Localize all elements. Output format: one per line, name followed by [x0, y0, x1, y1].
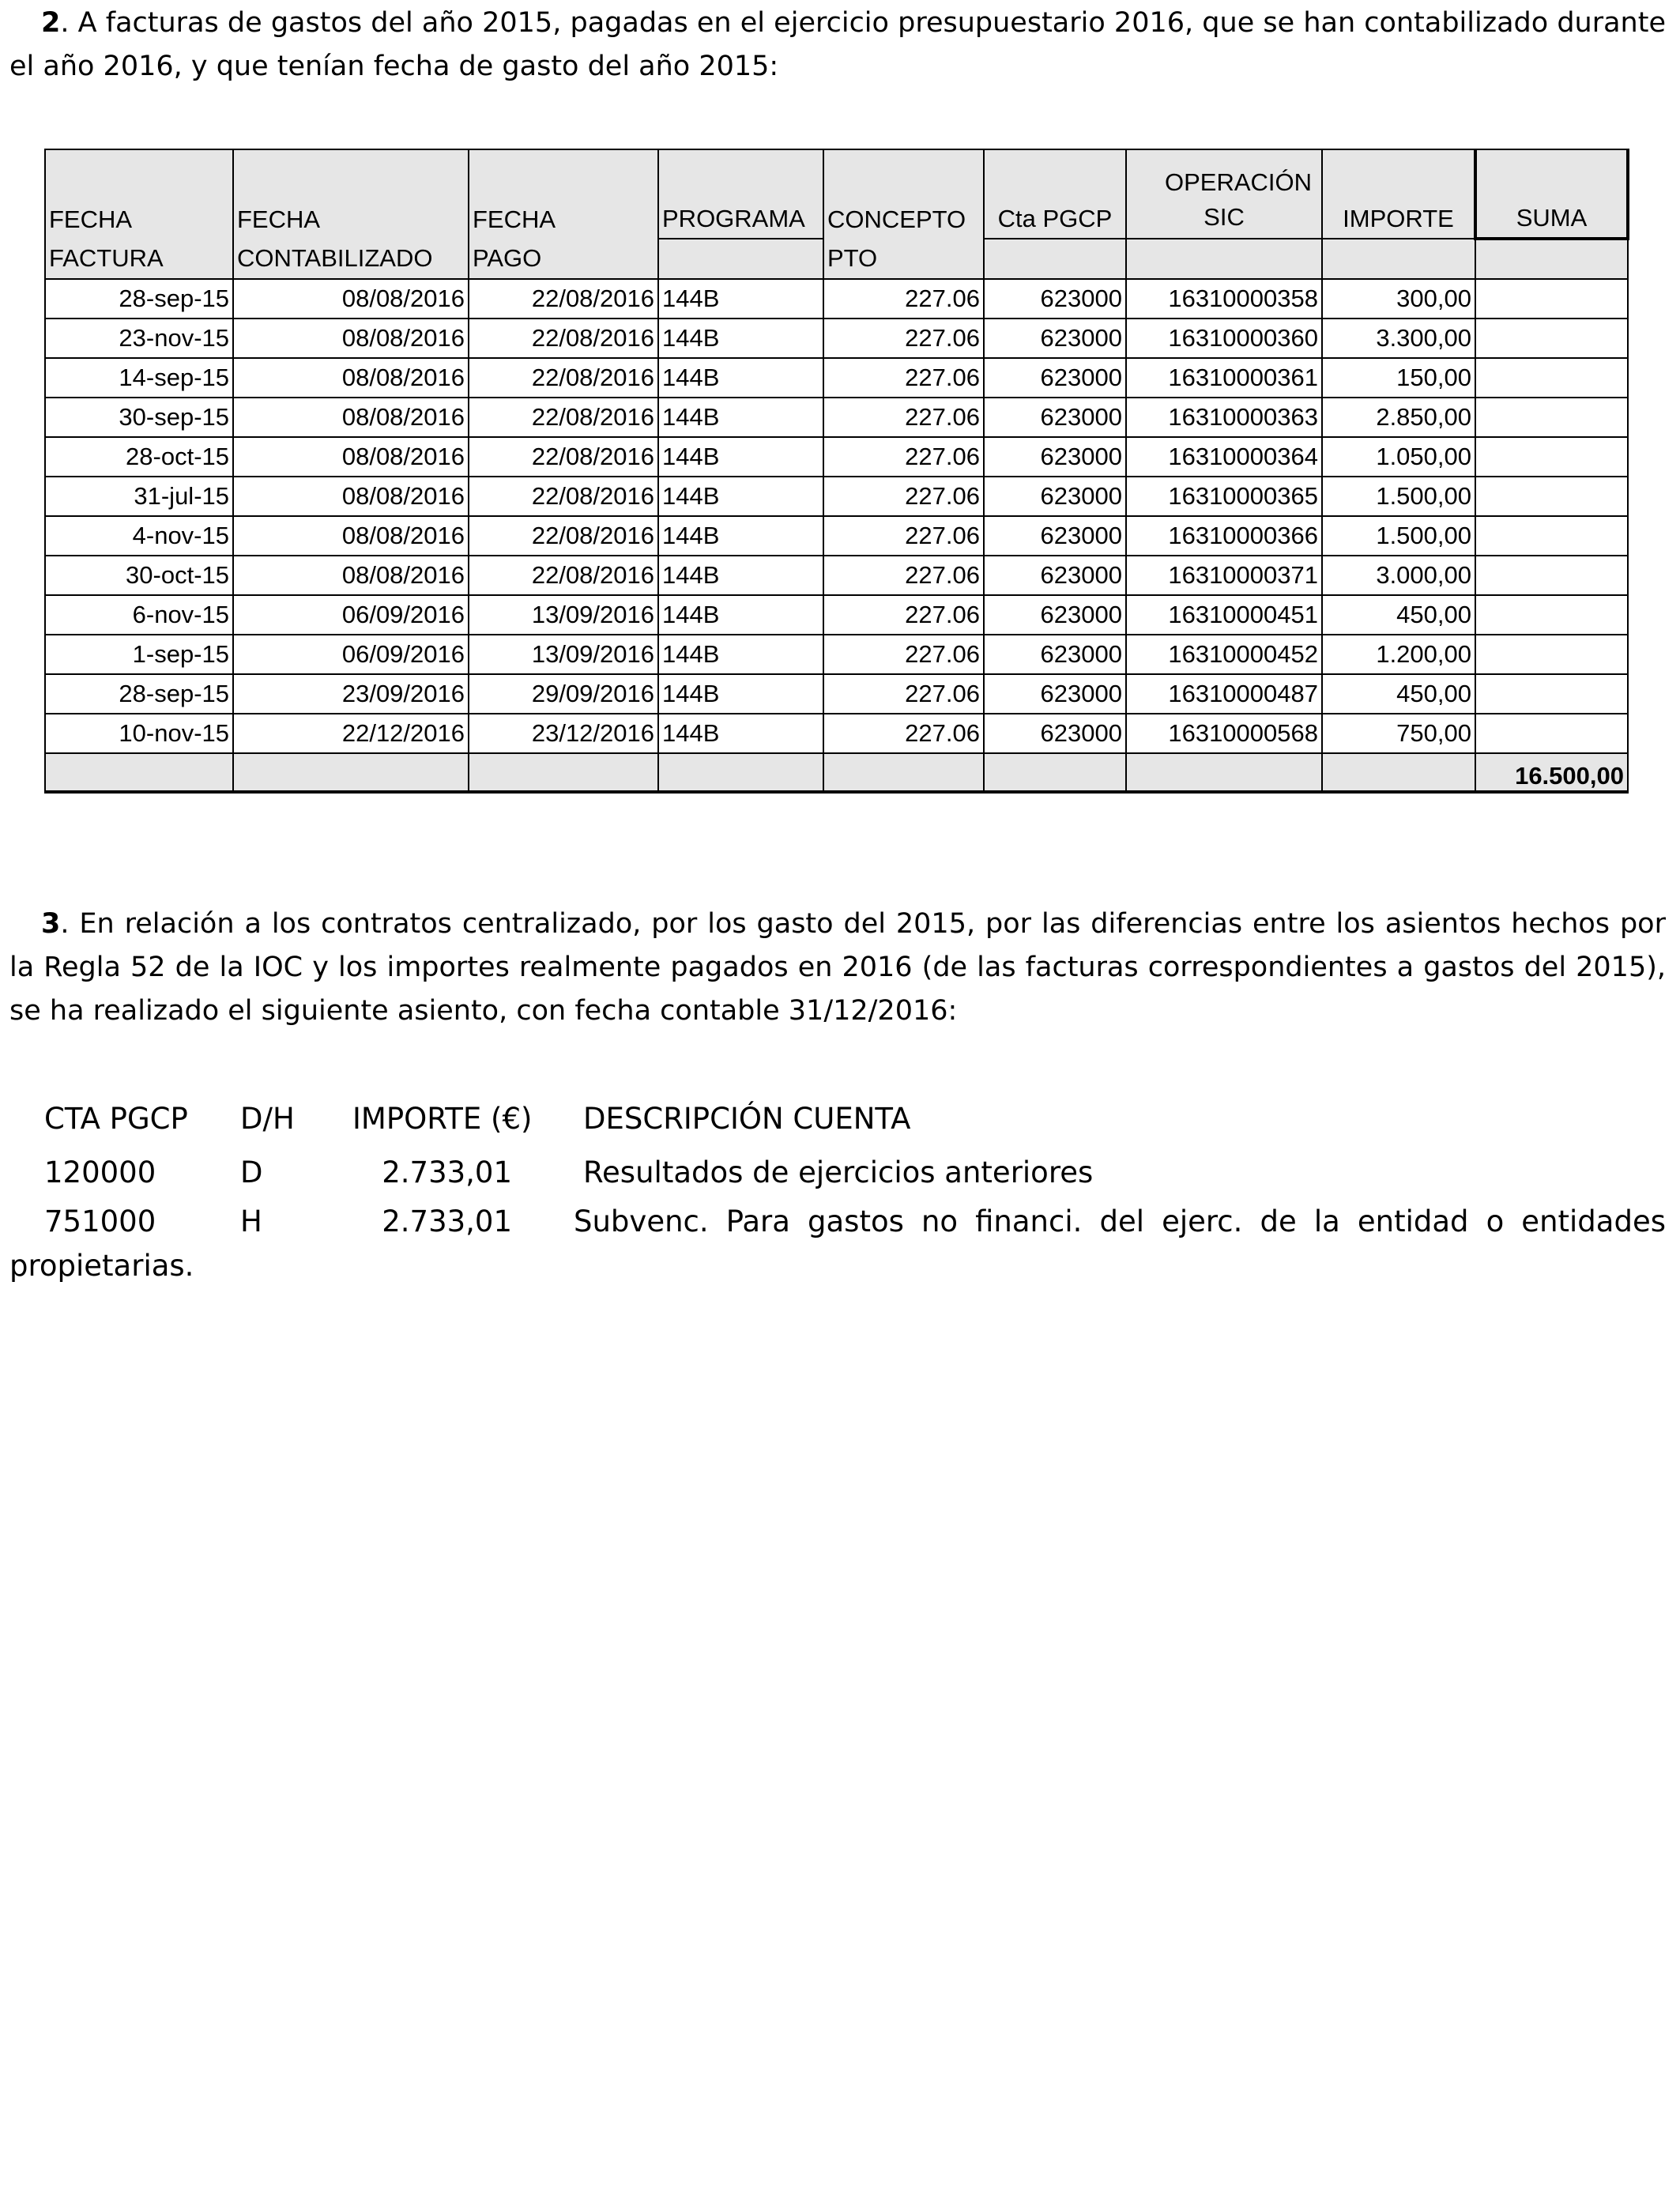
table-row: [45, 437, 1628, 477]
cell-fecha-pago: 22/08/2016: [469, 398, 658, 437]
cell-concepto: 227.06: [823, 398, 984, 437]
cell-operacion-sic: 16310000363: [1126, 398, 1322, 437]
entry-desc-wrapped: [9, 1200, 1666, 1288]
section-2-number: 2: [41, 7, 61, 39]
cell-concepto: 227.06: [823, 556, 984, 595]
header-programa: PROGRAMA: [658, 149, 823, 239]
table-header-row-top: [45, 149, 1628, 239]
table-row: [45, 516, 1628, 556]
cell-fecha-factura: 28-sep-15: [45, 674, 233, 714]
header-contabilizado: CONTABILIZADO: [233, 239, 469, 279]
cell-importe: 750,00: [1322, 714, 1475, 753]
cell-concepto: 227.06: [823, 714, 984, 753]
journal-entry-header: [9, 1092, 1666, 1146]
cell-cta-pgcp: 623000: [984, 595, 1126, 635]
cell-operacion-sic: 16310000371: [1126, 556, 1322, 595]
entry-dh: D: [240, 1155, 263, 1189]
table-total-blank: [823, 753, 984, 792]
cell-fecha-contabilizado: 08/08/2016: [233, 358, 469, 398]
cell-fecha-factura: 30-oct-15: [45, 556, 233, 595]
cell-fecha-contabilizado: 06/09/2016: [233, 635, 469, 674]
cell-programa: 144B: [658, 279, 823, 319]
cell-cta-pgcp: 623000: [984, 516, 1126, 556]
cell-fecha-contabilizado: 08/08/2016: [233, 556, 469, 595]
cell-fecha-pago: 23/12/2016: [469, 714, 658, 753]
header-factura: FACTURA: [45, 239, 233, 279]
table-row: [45, 595, 1628, 635]
table-row: [45, 477, 1628, 516]
table-row: [45, 674, 1628, 714]
cell-fecha-factura: 14-sep-15: [45, 358, 233, 398]
header-fecha-contabilizado: FECHA: [233, 149, 469, 239]
cell-cta-pgcp: 623000: [984, 358, 1126, 398]
cell-cta-pgcp: 623000: [984, 279, 1126, 319]
cell-fecha-contabilizado: 08/08/2016: [233, 398, 469, 437]
table-row: [45, 556, 1628, 595]
cell-fecha-factura: 28-oct-15: [45, 437, 233, 477]
cell-suma: [1475, 358, 1628, 398]
table-total-blank: [469, 753, 658, 792]
cell-fecha-factura: 30-sep-15: [45, 398, 233, 437]
cell-operacion-sic: 16310000568: [1126, 714, 1322, 753]
cell-fecha-pago: 22/08/2016: [469, 279, 658, 319]
cell-operacion-sic: 16310000360: [1126, 319, 1322, 358]
header-importe: IMPORTE: [1322, 149, 1475, 239]
journal-entry-row: [9, 1146, 1666, 1200]
table-total-blank: [1322, 753, 1475, 792]
cell-cta-pgcp: 623000: [984, 398, 1126, 437]
cell-fecha-contabilizado: 08/08/2016: [233, 477, 469, 516]
cell-programa: 144B: [658, 358, 823, 398]
cell-importe: 3.300,00: [1322, 319, 1475, 358]
header-blank: [1322, 239, 1475, 279]
header-operacion-sic: [1126, 149, 1322, 239]
cell-importe: 2.850,00: [1322, 398, 1475, 437]
cell-programa: 144B: [658, 516, 823, 556]
table-total-blank: [45, 753, 233, 792]
cell-cta-pgcp: 623000: [984, 635, 1126, 674]
invoices-table: [44, 149, 1629, 794]
table-total-blank: [233, 753, 469, 792]
entry-header-descripcion: DESCRIPCIÓN CUENTA: [583, 1102, 911, 1136]
table-total: 16.500,00: [1475, 753, 1628, 792]
header-suma: SUMA: [1475, 149, 1628, 239]
cell-programa: 144B: [658, 714, 823, 753]
entry-header-cta: CTA PGCP: [44, 1102, 188, 1136]
cell-suma: [1475, 516, 1628, 556]
cell-fecha-factura: 6-nov-15: [45, 595, 233, 635]
cell-concepto: 227.06: [823, 279, 984, 319]
cell-cta-pgcp: 623000: [984, 437, 1126, 477]
cell-importe: 450,00: [1322, 674, 1475, 714]
section-3-paragraph: [9, 903, 1666, 1033]
cell-fecha-factura: 4-nov-15: [45, 516, 233, 556]
table-row: [45, 398, 1628, 437]
cell-concepto: 227.06: [823, 358, 984, 398]
cell-importe: 1.500,00: [1322, 477, 1475, 516]
table-row: [45, 358, 1628, 398]
entry-dh: H: [240, 1204, 262, 1238]
cell-cta-pgcp: 623000: [984, 714, 1126, 753]
cell-programa: 144B: [658, 398, 823, 437]
cell-fecha-pago: 13/09/2016: [469, 595, 658, 635]
header-fecha-factura: FECHA: [45, 149, 233, 239]
header-blank: [984, 239, 1126, 279]
header-operacion-sic-text: OPERACIÓN SIC: [1165, 168, 1313, 231]
entry-importe: 2.733,01: [382, 1204, 512, 1238]
cell-operacion-sic: 16310000451: [1126, 595, 1322, 635]
journal-entry: [9, 1092, 1666, 1283]
cell-operacion-sic: 16310000487: [1126, 674, 1322, 714]
header-blank: [1475, 239, 1628, 279]
section-3-text: . En relación a los contratos centralizado, por los gasto del 2015, por las diferencias entre los asientos hechos por la Regla 52 de la IOC y los importes realmente pagados en 2016 (de las facturas correspondientes a gastos del 2015), se ha realizado el siguiente asiento, con fecha contable 31/12/2016:: [9, 908, 1666, 1027]
table-total-blank: [1126, 753, 1322, 792]
header-blank: [658, 239, 823, 279]
cell-importe: 1.050,00: [1322, 437, 1475, 477]
cell-suma: [1475, 319, 1628, 358]
table-row: [45, 635, 1628, 674]
cell-concepto: 227.06: [823, 477, 984, 516]
cell-fecha-pago: 22/08/2016: [469, 358, 658, 398]
cell-suma: [1475, 437, 1628, 477]
cell-operacion-sic: 16310000361: [1126, 358, 1322, 398]
cell-cta-pgcp: 623000: [984, 319, 1126, 358]
cell-importe: 450,00: [1322, 595, 1475, 635]
section-2-paragraph: [9, 2, 1666, 89]
cell-suma: [1475, 674, 1628, 714]
cell-suma: [1475, 714, 1628, 753]
cell-programa: 144B: [658, 556, 823, 595]
header-fecha-pago: FECHA: [469, 149, 658, 239]
cell-concepto: 227.06: [823, 674, 984, 714]
header-pago: PAGO: [469, 239, 658, 279]
table-total-row: [45, 753, 1628, 792]
section-3-number: 3: [41, 908, 61, 940]
section-2-text: . A facturas de gastos del año 2015, pagadas en el ejercicio presupuestario 2016, que se han contabilizado durante el año 2016, y que tenían fecha de gasto del año 2015:: [9, 7, 1666, 82]
cell-importe: 3.000,00: [1322, 556, 1475, 595]
entry-header-dh: D/H: [240, 1102, 295, 1136]
cell-fecha-pago: 22/08/2016: [469, 437, 658, 477]
cell-programa: 144B: [658, 674, 823, 714]
cell-fecha-factura: 1-sep-15: [45, 635, 233, 674]
cell-concepto: 227.06: [823, 437, 984, 477]
cell-operacion-sic: 16310000452: [1126, 635, 1322, 674]
cell-fecha-factura: 31-jul-15: [45, 477, 233, 516]
cell-fecha-contabilizado: 08/08/2016: [233, 279, 469, 319]
cell-fecha-pago: 13/09/2016: [469, 635, 658, 674]
cell-fecha-factura: 28-sep-15: [45, 279, 233, 319]
cell-programa: 144B: [658, 595, 823, 635]
header-blank: [1126, 239, 1322, 279]
cell-concepto: 227.06: [823, 595, 984, 635]
cell-suma: [1475, 556, 1628, 595]
cell-operacion-sic: 16310000365: [1126, 477, 1322, 516]
table-row: [45, 714, 1628, 753]
entry-desc: Resultados de ejercicios anteriores: [583, 1155, 1094, 1189]
header-concepto: CONCEPTO: [823, 149, 984, 239]
table-row: [45, 319, 1628, 358]
cell-fecha-contabilizado: 08/08/2016: [233, 516, 469, 556]
cell-cta-pgcp: 623000: [984, 674, 1126, 714]
cell-suma: [1475, 398, 1628, 437]
cell-programa: 144B: [658, 477, 823, 516]
header-pto: PTO: [823, 239, 984, 279]
cell-operacion-sic: 16310000358: [1126, 279, 1322, 319]
cell-suma: [1475, 635, 1628, 674]
cell-importe: 1.200,00: [1322, 635, 1475, 674]
cell-importe: 150,00: [1322, 358, 1475, 398]
cell-operacion-sic: 16310000364: [1126, 437, 1322, 477]
cell-fecha-pago: 22/08/2016: [469, 516, 658, 556]
cell-fecha-factura: 23-nov-15: [45, 319, 233, 358]
cell-programa: 144B: [658, 319, 823, 358]
header-cta-pgcp: Cta PGCP: [984, 149, 1126, 239]
cell-fecha-pago: 22/08/2016: [469, 319, 658, 358]
cell-fecha-pago: 22/08/2016: [469, 477, 658, 516]
cell-concepto: 227.06: [823, 319, 984, 358]
cell-suma: [1475, 477, 1628, 516]
cell-concepto: 227.06: [823, 635, 984, 674]
entry-header-importe: IMPORTE (€): [352, 1102, 533, 1136]
cell-importe: 1.500,00: [1322, 516, 1475, 556]
cell-operacion-sic: 16310000366: [1126, 516, 1322, 556]
cell-programa: 144B: [658, 635, 823, 674]
table-row: [45, 279, 1628, 319]
table-header-row-bottom: [45, 239, 1628, 279]
cell-cta-pgcp: 623000: [984, 477, 1126, 516]
cell-cta-pgcp: 623000: [984, 556, 1126, 595]
cell-concepto: 227.06: [823, 516, 984, 556]
entry-desc: Subvenc. Para gastos no financi. del ejerc. de la entidad o entidades propietarias.: [9, 1204, 1666, 1283]
table-total-blank: [658, 753, 823, 792]
cell-fecha-factura: 10-nov-15: [45, 714, 233, 753]
cell-suma: [1475, 279, 1628, 319]
cell-fecha-contabilizado: 22/12/2016: [233, 714, 469, 753]
cell-fecha-contabilizado: 23/09/2016: [233, 674, 469, 714]
table-total-blank: [984, 753, 1126, 792]
entry-importe: 2.733,01: [382, 1155, 512, 1189]
entry-cta: 120000: [44, 1155, 156, 1189]
entry-cta: 751000: [44, 1204, 156, 1238]
cell-importe: 300,00: [1322, 279, 1475, 319]
cell-fecha-contabilizado: 06/09/2016: [233, 595, 469, 635]
cell-fecha-contabilizado: 08/08/2016: [233, 319, 469, 358]
cell-suma: [1475, 595, 1628, 635]
cell-programa: 144B: [658, 437, 823, 477]
cell-fecha-pago: 22/08/2016: [469, 556, 658, 595]
cell-fecha-pago: 29/09/2016: [469, 674, 658, 714]
cell-fecha-contabilizado: 08/08/2016: [233, 437, 469, 477]
